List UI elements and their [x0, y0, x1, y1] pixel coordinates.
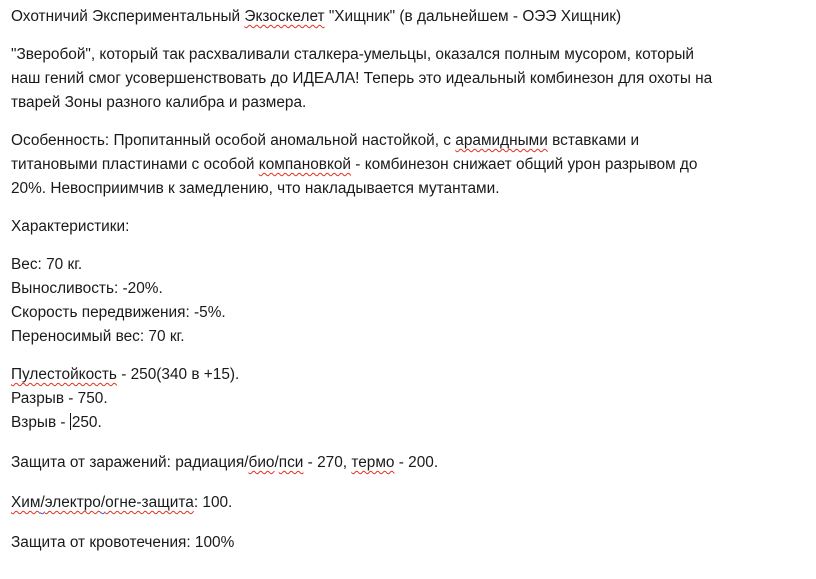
stat-speed: Скорость передвижения: -5%. — [11, 304, 226, 321]
title-text-start: Охотничий Экспериментальный — [11, 8, 245, 25]
infection-text: / — [274, 454, 279, 471]
misspelled-word: Хим — [11, 494, 41, 511]
feature-line-1 — [11, 130, 639, 152]
feature-text: титановыми пластинами с особой — [11, 156, 259, 173]
intro-line-1: "Зверобой", который так расхваливали сталкера-умельцы, оказался полным мусором, который — [11, 46, 695, 63]
grammar-flag: / — [40, 494, 45, 511]
misspelled-word: Пулестойкость — [11, 366, 117, 383]
misspelled-word: термо — [351, 454, 395, 471]
armor-blast — [11, 412, 102, 434]
title-text-end: "Хищник" (в дальнейшем - ОЭЭ Хищник) — [324, 8, 622, 25]
armor-bullet — [11, 364, 239, 386]
stat-weight: Вес: 70 кг. — [11, 256, 83, 273]
armor-tear: Разрыв - 750. — [11, 390, 108, 407]
infection-text: Защита от заражений: радиация/ — [11, 454, 249, 471]
feature-text: вставками и — [547, 132, 640, 149]
feature-text: - комбинезон снижает общий урон разрывом до — [351, 156, 698, 173]
armor-bullet-value: - 250(340 в +15). — [116, 366, 240, 383]
misspelled-word: пси — [278, 454, 304, 471]
infection-text: - 200. — [394, 454, 439, 471]
infection-text: - 270, — [303, 454, 352, 471]
feature-line-2 — [11, 154, 697, 176]
text-cursor — [70, 413, 71, 430]
misspelled-word: био — [248, 454, 275, 471]
misspelled-word: Экзоскелет — [244, 8, 325, 25]
intro-line-2: наш гений смог усовершенствовать до ИДЕАЛА! Теперь это идеальный комбинезон для охоты на — [11, 70, 713, 87]
stat-carry-weight: Переносимый вес: 70 кг. — [11, 328, 185, 345]
armor-blast-label: Взрыв - — [11, 414, 70, 431]
infection-protection — [11, 452, 438, 474]
intro-line-3: тварей Зоны разного калибра и размера. — [11, 94, 307, 111]
chem-value: : 100. — [193, 494, 233, 511]
document-title-line — [11, 6, 621, 28]
misspelled-word: арамидными — [455, 132, 548, 149]
stats-heading: Характеристики: — [11, 218, 130, 235]
armor-blast-value: 250. — [71, 414, 102, 431]
bleeding-protection: Защита от кровотечения: 100% — [11, 534, 235, 551]
misspelled-word: компановкой — [258, 156, 352, 173]
feature-text: Особенность: Пропитанный особой аномальной настойкой, с — [11, 132, 456, 149]
stat-stamina: Выносливость: -20%. — [11, 280, 163, 297]
feature-line-3: 20%. Невосприимчив к замедлению, что накладывается мутантами. — [11, 180, 500, 197]
grammar-flag: / — [100, 494, 106, 511]
misspelled-word: огне-защита — [105, 494, 194, 511]
chem-protection — [11, 492, 232, 514]
misspelled-word: электро — [44, 494, 101, 511]
